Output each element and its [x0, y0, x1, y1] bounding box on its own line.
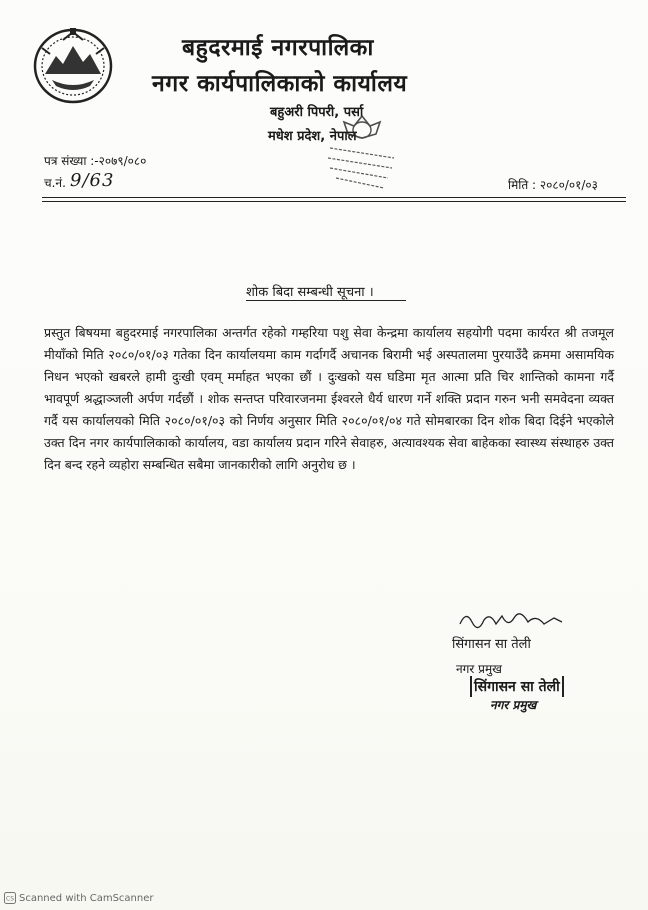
svg-text:CS: CS — [6, 895, 14, 903]
dispatch-number-label: च.नं. — [44, 176, 66, 190]
letter-number: पत्र संख्या :-२०७९/०८० — [44, 154, 147, 168]
address-line-1: बहुअरी पिपरी, पर्सा — [270, 105, 364, 120]
signatory-title: नगर प्रमुख — [456, 662, 502, 676]
signatory-name: सिंगासन सा तेली — [452, 637, 531, 652]
header-divider-second — [42, 201, 626, 202]
handwritten-signature — [456, 606, 566, 632]
office-title: नगर कार्यपालिकाको कार्यालय — [152, 71, 408, 97]
municipality-title: बहुदरमाई नगरपालिका — [182, 35, 374, 61]
notice-body: प्रस्तुत बिषयमा बहुदरमाई नगरपालिका अन्तर्गत रहेको गम्हरिया पशु सेवा केन्द्रमा कार्यालय सहयोगी पदमा कार्यरत श्री तजमूल मीयाँको मिति २०८०/०१/०३ गतेका दिन कार्यालयमा काम गर्दागर्दै अचानक बिरामी भई अस्पतालमा पुरयाउँदै क्रममा असामयिक निधन भएको खबरले हामी दुःखी एवम् मर्माहत भएका छौं । दुःखको यस घडिमा मृत आत्मा प्रति चिर शान्तिको कामना गर्दै भावपूर्ण श्रद्धाञ्जली अर्पण गर्दछौं । शोक सन्तप्त परिवारजनमा ईश्वरले धैर्य धारण गर्ने शक्ति प्रदान गरुन भनी समवेदना व्यक्त गर्दै यस कार्यालयको मिति २०८०/०१/०३ को निर्णय अनुसार मिति २०८०/०१/०४ गते सोमबारका दिन शोक बिदा दिईने भएकोले उक्त दिन नगर कार्यपालिकाको कार्यालय, वडा कार्यालय प्रदान गरिने सेवाहरु, अत्यावश्यक सेवा बाहेकका स्वास्थ्य संस्थाहरु उक्त दिन बन्द रहने व्यहोरा सम्बन्धित सबैमा जानकारीको लागि अनुरोध छ । — [44, 325, 614, 472]
camscanner-logo-icon — [4, 892, 16, 904]
office-seal-stamp — [322, 108, 402, 196]
title-stamp: नगर प्रमुख — [490, 698, 537, 712]
subject-underline — [246, 300, 406, 301]
name-stamp: सिंगासन सा तेली — [470, 676, 564, 697]
dispatch-number-handwritten: 9/63 — [70, 170, 115, 191]
nepal-government-emblem-icon — [30, 24, 116, 106]
address-line-2: मधेश प्रदेश, नेपाल — [268, 129, 357, 144]
scanner-watermark — [4, 890, 154, 906]
letter-date: मिति : २०८०/०१/०३ — [508, 178, 598, 192]
scanner-text: Scanned with CamScanner — [19, 892, 154, 904]
notice-subject: शोक बिदा सम्बन्धी सूचना । — [246, 285, 374, 300]
header-divider — [42, 197, 626, 198]
